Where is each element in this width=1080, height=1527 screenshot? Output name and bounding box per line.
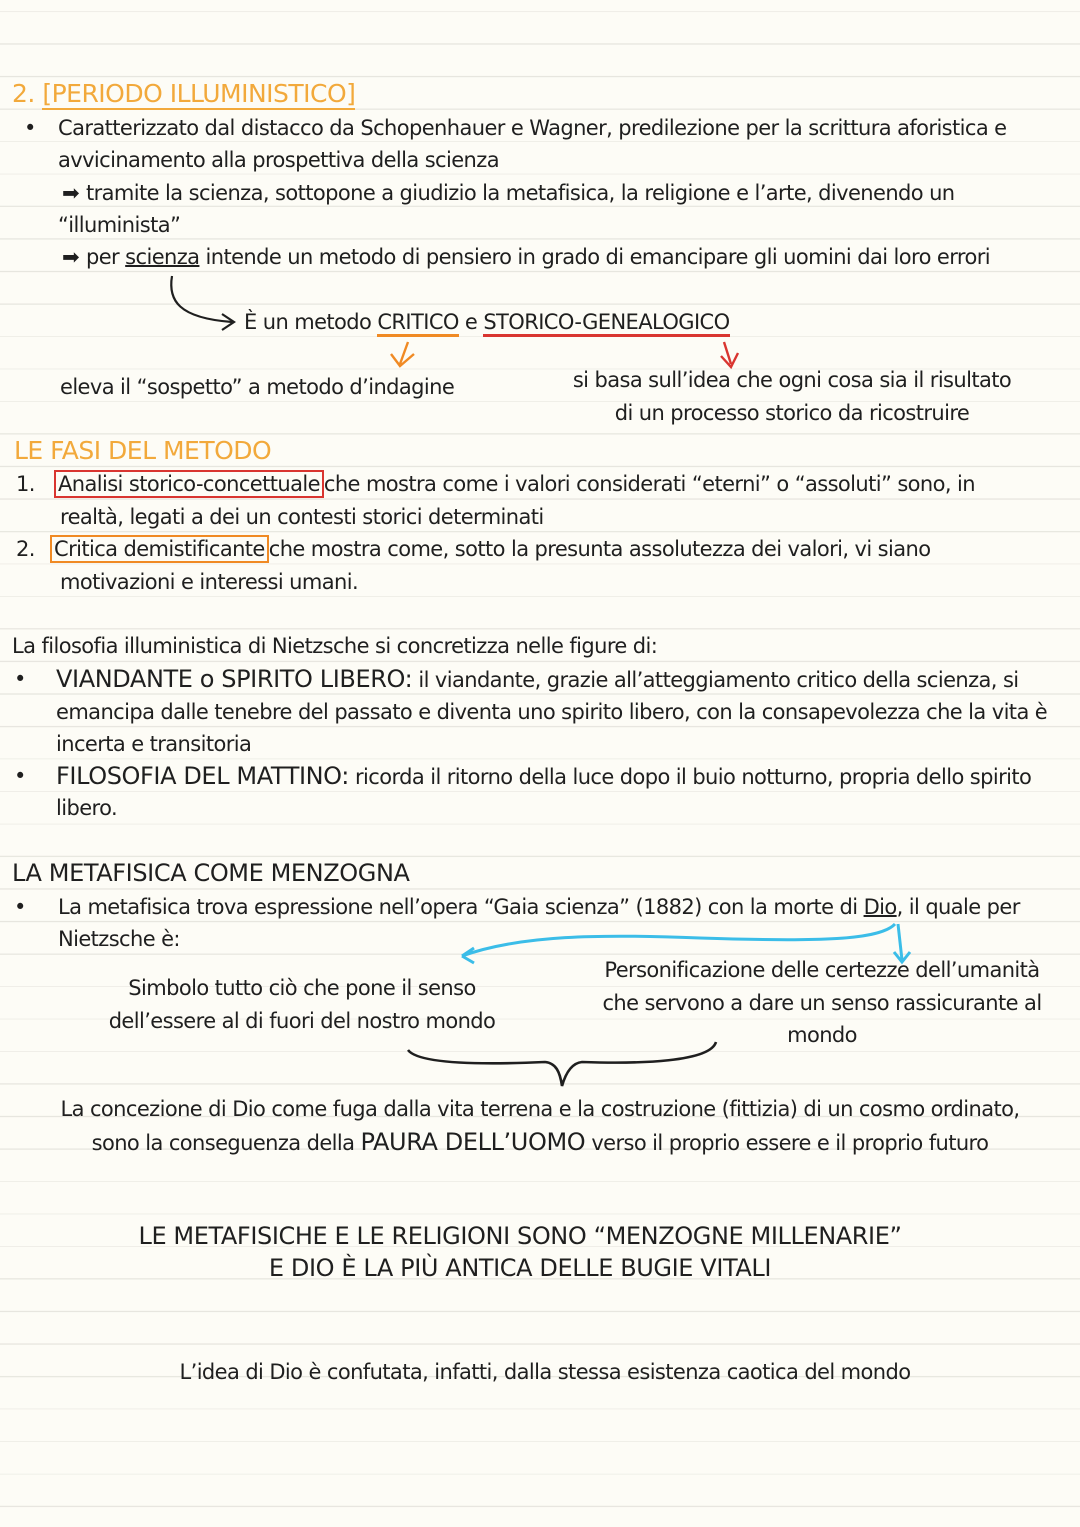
scienza-branch-arrowhead — [222, 314, 234, 330]
phase-2-term: Critica demistificante — [50, 535, 269, 563]
phase-number-1: 1. — [16, 472, 35, 496]
phase-2-line1: Critica demistificante che mostra come, sotto la presunta assolutezza dei valori, vi siano — [50, 533, 930, 566]
bullet: • — [14, 764, 26, 788]
dio-word: Dio — [863, 895, 897, 919]
critico-down-arrow — [391, 342, 414, 366]
section2-line2: avvicinamento alla prospettiva della scienza — [58, 148, 499, 172]
sub2-line: per scienza intende un metodo di pensiero in grado di emancipare gli uomini dai loro errori — [86, 245, 990, 269]
storico-description-line2: di un processo storico da ricostruire — [614, 401, 970, 425]
arrow-icon: ➡ — [62, 245, 79, 269]
mattino-line2: libero. — [56, 796, 118, 820]
conclusion-line2: sono la conseguenza della PAURA DELL’UOMO verso il proprio essere e il proprio futuro — [91, 1128, 989, 1156]
dio-symbol-line1: Simbolo tutto ciò che pone il senso — [128, 976, 476, 1000]
storico-term: STORICO-GENEALOGICO — [483, 310, 729, 337]
section-number: 2. — [12, 79, 35, 108]
metafisica-title: LA METAFISICA COME MENZOGNA — [12, 859, 410, 887]
bullet: • — [24, 116, 36, 140]
slogan-line1: LE METAFISICHE E LE RELIGIONI SONO “MENZOGNE MILLENARIE” — [138, 1222, 902, 1250]
phase-1-line2: realtà, legati a dei un contesti storici determinati — [60, 505, 544, 529]
conclusion-line1: La concezione di Dio come fuga dalla vita terrena e la costruzione (fittizia) di un cosmo ordinato, — [60, 1097, 1020, 1121]
viandante-line2: emancipa dalle tenebre del passato e diventa uno spirito libero, con la consapevolezza che la vita è — [56, 700, 1048, 724]
phase-1-term: Analisi storico-concettuale — [54, 470, 324, 498]
sub1-line2: “illuminista” — [58, 213, 181, 237]
section-title — [12, 78, 355, 111]
critico-term: CRITICO — [377, 310, 458, 337]
section2-line1: Caratterizzato dal distacco da Schopenhauer e Wagner, predilezione per la scrittura aforistica e — [58, 116, 1007, 140]
viandante-term: VIANDANTE o SPIRITO LIBERO: — [56, 665, 413, 693]
dio-symbol-line2: dell’essere al di fuori del nostro mondo — [108, 1009, 496, 1033]
scienza-branch-arrow — [171, 276, 232, 322]
final-line: L’idea di Dio è confutata, infatti, dalla stessa esistenza caotica del mondo — [179, 1360, 911, 1384]
phase-2-line2: motivazioni e interessi umani. — [60, 570, 359, 594]
scienza-word: scienza — [125, 245, 200, 269]
mattino-term: FILOSOFIA DEL MATTINO: — [56, 762, 349, 790]
bullet: • — [14, 667, 26, 691]
phase-number-2: 2. — [16, 537, 35, 561]
dio-personification-line3: mondo — [787, 1023, 857, 1047]
dio-personification-line2: che servono a dare un senso rassicurante al — [602, 991, 1042, 1015]
storico-description-line1: si basa sull’idea che ogni cosa sia il risultato — [572, 368, 1012, 392]
slogan-line2: E DIO È LA PIÙ ANTICA DELLE BUGIE VITALI — [268, 1254, 772, 1282]
figures-intro: La filosofia illuministica di Nietzsche si concretizza nelle figure di: — [12, 634, 658, 658]
mattino-line1: FILOSOFIA DEL MATTINO: ricorda il ritorno della luce dopo il buio notturno, propria dello spirito — [56, 762, 1032, 790]
viandante-line1: VIANDANTE o SPIRITO LIBERO: il viandante, grazie all’atteggiamento critico della scienza, si — [56, 665, 1019, 693]
metafisica-line1: La metafisica trova espressione nell’opera “Gaia scienza” (1882) con la morte di Dio, il quale per — [58, 895, 1020, 919]
viandante-line3: incerta e transitoria — [56, 732, 252, 756]
dio-personification-line1: Personificazione delle certezze dell’umanità — [604, 958, 1040, 982]
phase-1-line1: Analisi storico-concettuale che mostra come i valori considerati “eterni” o “assoluti” sono, in — [54, 468, 975, 501]
arrow-icon: ➡ — [62, 181, 79, 205]
method-line: È un metodo CRITICO e STORICO-GENEALOGICO — [244, 306, 730, 339]
section-title-text: [PERIODO ILLUMINISTICO] — [42, 79, 356, 108]
paura-term: PAURA DELL’UOMO — [360, 1128, 586, 1156]
sub1-line1: tramite la scienza, sottopone a giudizio la metafisica, la religione e l’arte, divenendo un — [86, 181, 955, 205]
phases-title: LE FASI DEL METODO — [14, 436, 272, 465]
critico-description: eleva il “sospetto” a metodo d’indagine — [60, 375, 455, 399]
metafisica-line2: Nietzsche è: — [58, 927, 180, 951]
bullet: • — [14, 895, 26, 919]
